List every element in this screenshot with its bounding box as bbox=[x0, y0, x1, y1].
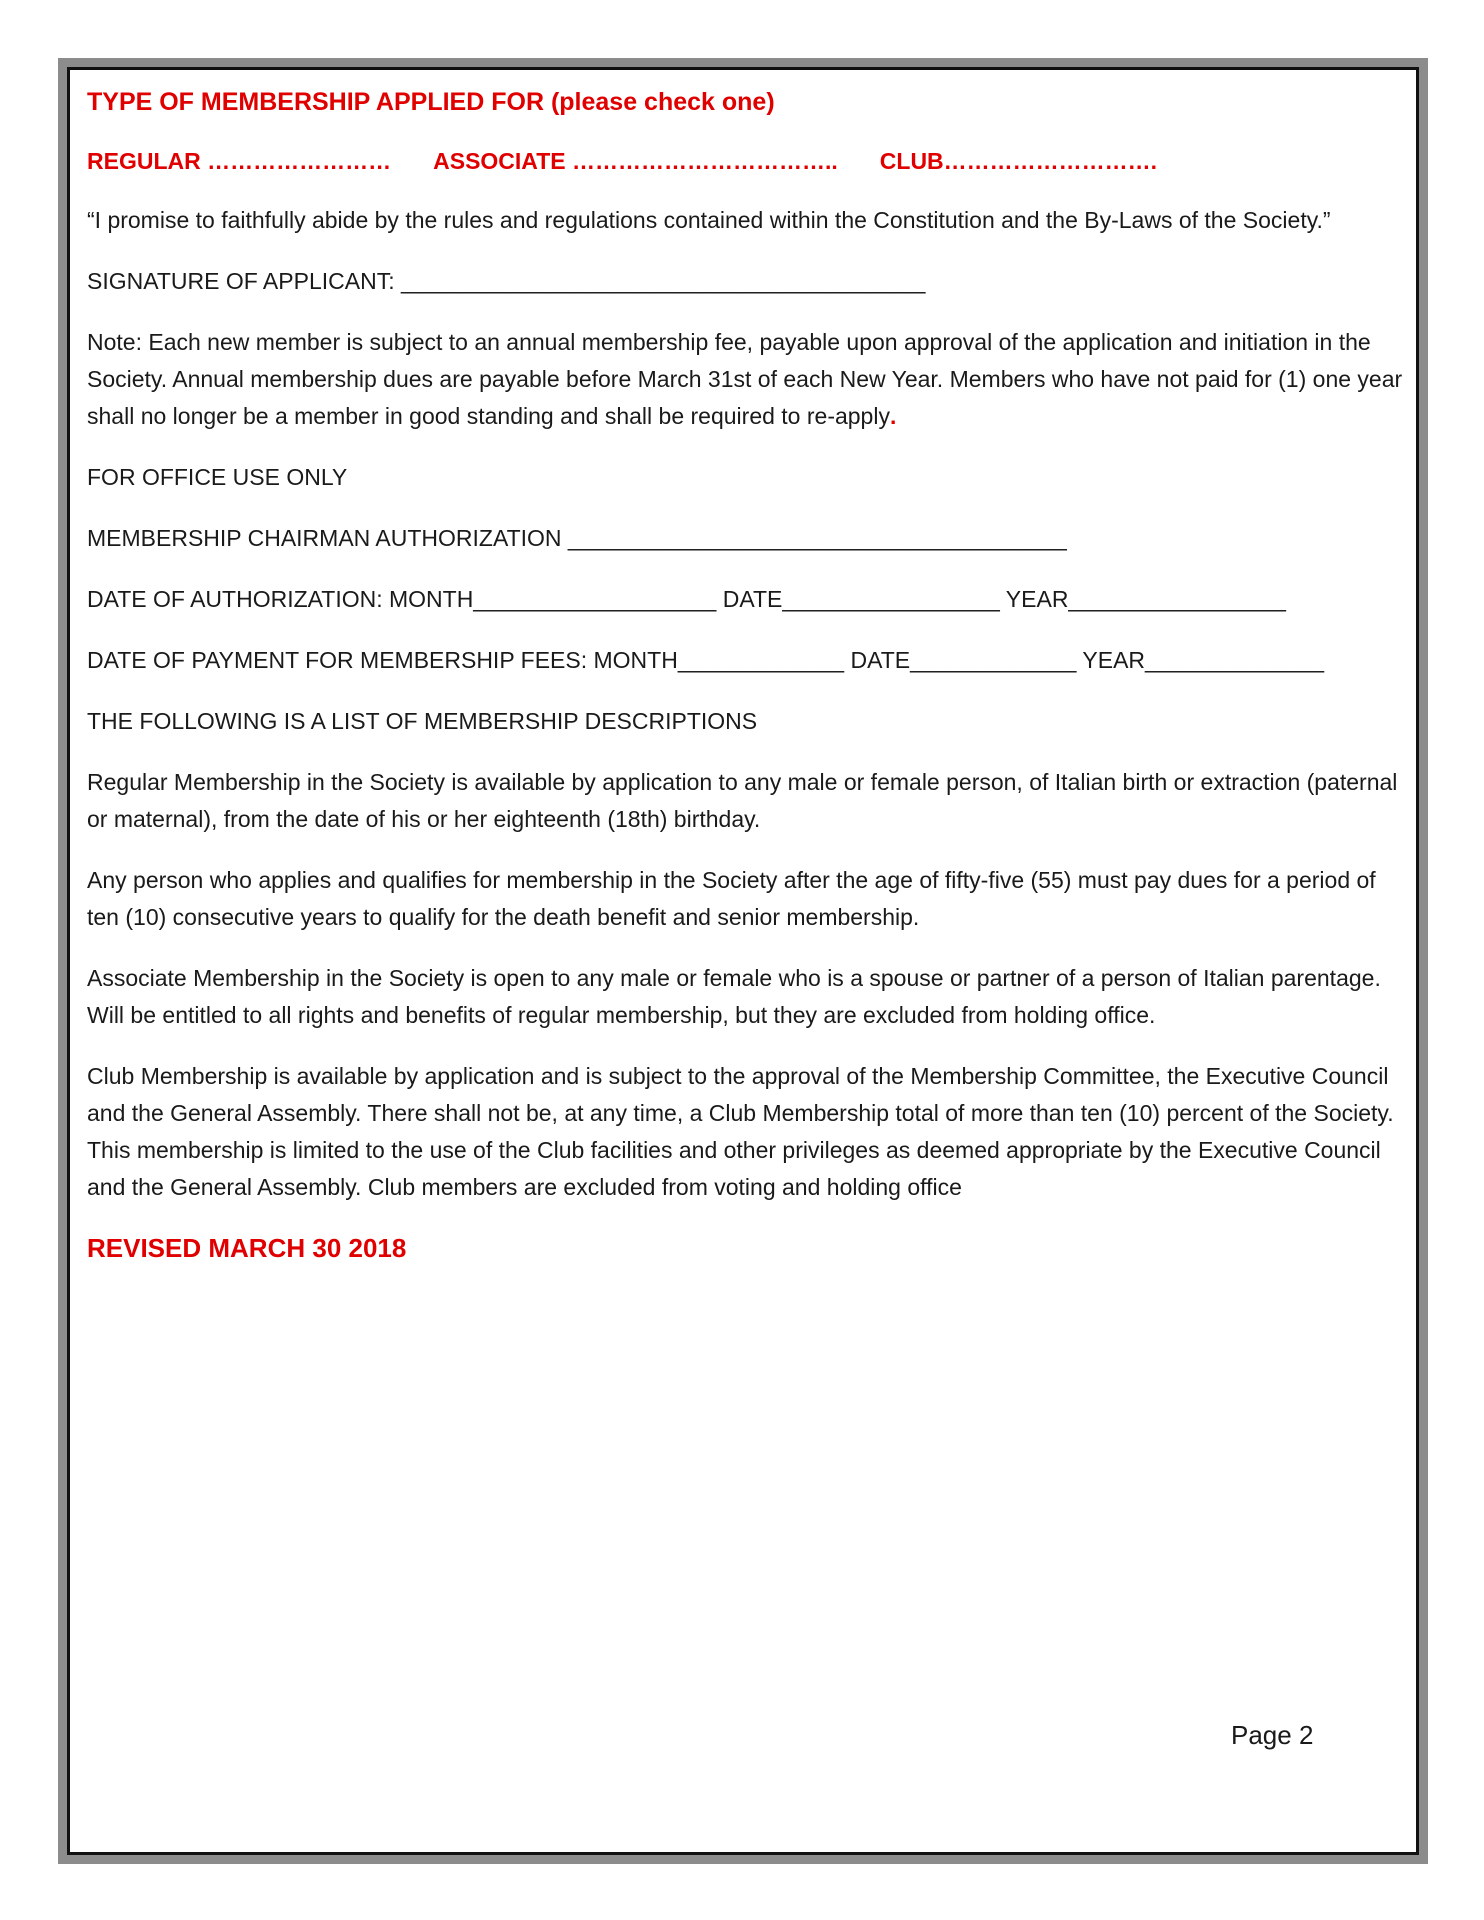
signature-field[interactable]: SIGNATURE OF APPLICANT: _________________________________________ bbox=[87, 268, 926, 294]
club-membership-description: Club Membership is available by application and is subject to the approval of the Membership Committee, the Executive Council and the General Assembly. There shall not be, at any time, a Club Membership total of more than ten (10) percent of the Society. This membership is limited to the use of the Club facilities and other privileges as deemed appropriate by the Executive Council and the General Assembly. Club members are excluded from voting and holding office bbox=[87, 1063, 1394, 1200]
document-body bbox=[87, 84, 1403, 1267]
office-use-heading: FOR OFFICE USE ONLY bbox=[87, 464, 348, 490]
fee-note-text: Note: Each new member is subject to an annual membership fee, payable upon approval of the application and initiation in the Society. Annual membership dues are payable before March 31st of each New Year. Members who have not paid for (1) one year shall no longer be a member in good standing and shall be required to re-apply bbox=[87, 329, 1403, 429]
membership-type-options bbox=[87, 143, 1403, 180]
membership-type-heading: TYPE OF MEMBERSHIP APPLIED FOR (please check one) bbox=[87, 88, 775, 116]
regular-membership-description: Regular Membership in the Society is available by application to any male or female person, of Italian birth or extraction (paternal or maternal), from the date of his or her eighteenth (18th) birthday. bbox=[87, 769, 1398, 832]
chairman-authorization-field[interactable]: MEMBERSHIP CHAIRMAN AUTHORIZATION _______________________________________ bbox=[87, 525, 1067, 551]
descriptions-heading: THE FOLLOWING IS A LIST OF MEMBERSHIP DESCRIPTIONS bbox=[87, 708, 758, 734]
membership-option-club[interactable]: CLUB………………………. bbox=[879, 148, 1158, 174]
authorization-date-field[interactable]: DATE OF AUTHORIZATION: MONTH___________________ DATE_________________ YEAR_________________ bbox=[87, 586, 1286, 612]
fee-note bbox=[87, 324, 1403, 435]
payment-date-field[interactable]: DATE OF PAYMENT FOR MEMBERSHIP FEES: MONTH_____________ DATE_____________ YEAR______________ bbox=[87, 647, 1325, 673]
revision-date: REVISED MARCH 30 2018 bbox=[87, 1233, 407, 1263]
age-requirement-description: Any person who applies and qualifies for membership in the Society after the age of fifty-five (55) must pay dues for a period of ten (10) consecutive years to qualify for the death benefit and senior membership. bbox=[87, 867, 1376, 930]
page-number: Page 2 bbox=[1231, 1720, 1314, 1750]
membership-option-associate[interactable]: ASSOCIATE …………………………….. bbox=[433, 148, 838, 174]
fee-note-period: . bbox=[889, 403, 897, 429]
associate-membership-description: Associate Membership in the Society is open to any male or female who is a spouse or partner of a person of Italian parentage. Will be entitled to all rights and benefits of regular membership, but they are excluded from holding office. bbox=[87, 965, 1381, 1028]
promise-statement: “I promise to faithfully abide by the rules and regulations contained within the Constitution and the By-Laws of the Society.” bbox=[87, 207, 1331, 233]
membership-option-regular[interactable]: REGULAR …………………… bbox=[87, 148, 392, 174]
